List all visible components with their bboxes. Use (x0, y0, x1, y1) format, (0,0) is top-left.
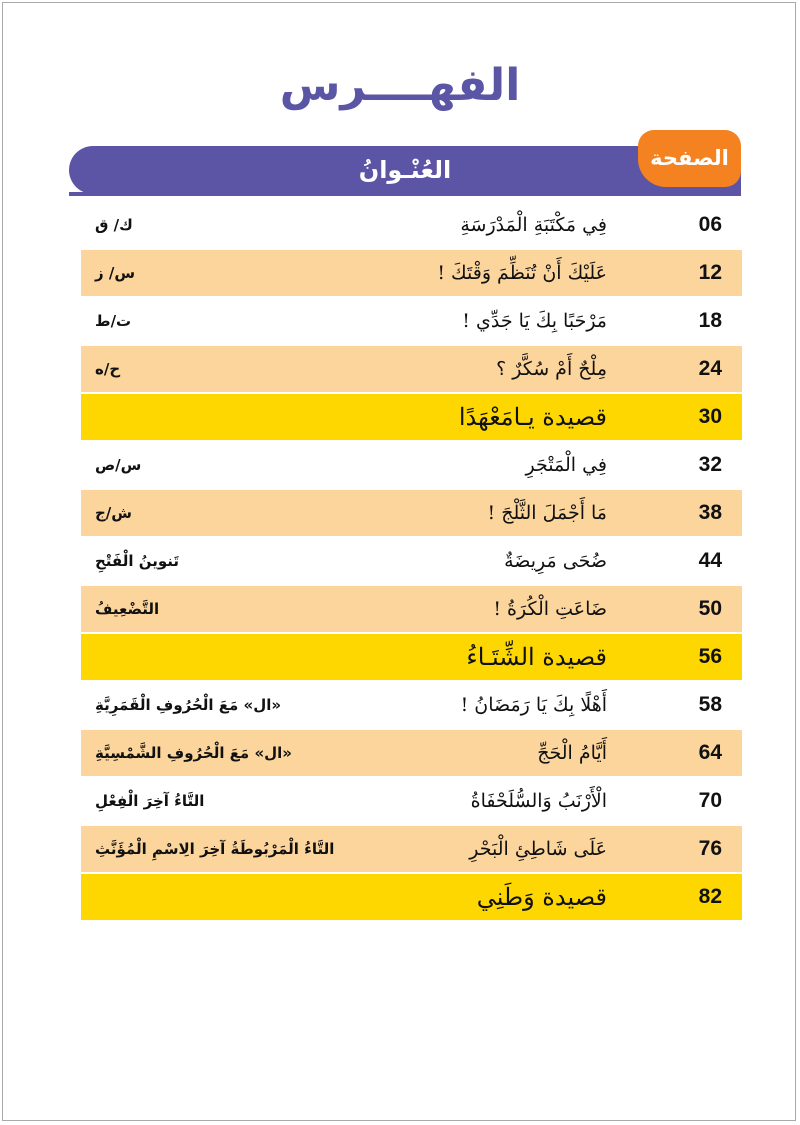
row-page-number: 76 (698, 837, 722, 860)
row-title: ضُحَى مَرِيضَةٌ (504, 550, 607, 572)
row-skill: س/ص (95, 456, 142, 474)
row-page-number: 30 (698, 405, 722, 428)
row-skill: التَّضْعِيفُ (95, 600, 160, 618)
row-skill: ك/ ق (95, 216, 133, 234)
row-title: فِي مَكْتَبَةِ الْمَدْرَسَةِ (460, 214, 607, 236)
row-title: ضَاعَتِ الْكُرَةُ ! (493, 598, 607, 620)
table-row (81, 394, 742, 440)
table-row (81, 202, 742, 248)
row-page-number: 06 (698, 213, 722, 236)
row-page-number: 64 (698, 741, 722, 764)
contents-table (81, 202, 742, 920)
row-title: مَا أَجْمَلَ الثَّلْجَ ! (487, 502, 607, 524)
row-page-number: 56 (698, 645, 722, 668)
row-page-number: 58 (698, 693, 722, 716)
row-skill: «ال» مَعَ الْحُرُوفِ الشَّمْسِيَّةِ (95, 744, 292, 762)
row-title: الْأَرْنَبُ وَالسُّلَحْفَاةُ (470, 790, 607, 812)
table-row (81, 346, 742, 392)
row-page-number: 24 (698, 357, 722, 380)
row-page-number: 50 (698, 597, 722, 620)
row-page-number: 18 (698, 309, 722, 332)
row-skill: تَنوينُ الْفَتْحِ (95, 552, 180, 570)
row-title: عَلَيْكَ أَنْ تُنَظِّمَ وَقْتَكَ ! (437, 262, 607, 284)
table-row (81, 298, 742, 344)
row-title: قصيدة يـامَعْهَدًا (458, 403, 607, 431)
table-row (81, 682, 742, 728)
table-row (81, 250, 742, 296)
table-row (81, 442, 742, 488)
table-row (81, 586, 742, 632)
row-skill: «ال» مَعَ الْحُرُوفِ الْقَمَرِيَّةِ (95, 696, 282, 714)
row-title: مِلْحٌ أَمْ سُكَّرٌ ؟ (496, 358, 607, 380)
row-skill: ش/ج (95, 504, 132, 522)
row-title: فِي الْمَتْجَرِ (525, 454, 607, 476)
row-title: مَرْحَبًا بِكَ يَا جَدِّي ! (462, 310, 607, 332)
row-page-number: 32 (698, 453, 722, 476)
title-column-header: العُنْـوانُ (358, 156, 452, 184)
row-title: عَلَى شَاطِئِ الْبَحْرِ (469, 838, 607, 860)
row-page-number: 82 (698, 885, 722, 908)
page-column-header: الصفحة (638, 130, 741, 187)
row-title: أَيَّامُ الْحَجِّ (537, 742, 607, 764)
table-row (81, 538, 742, 584)
row-page-number: 38 (698, 501, 722, 524)
row-skill: ح/ه (95, 360, 121, 378)
row-skill: التَّاءُ آخِرَ الْفِعْلِ (95, 792, 205, 810)
row-title: أَهْلًا بِكَ يَا رَمَضَانُ ! (460, 694, 607, 716)
row-skill: ت/ط (95, 312, 132, 330)
table-row (81, 778, 742, 824)
table-row (81, 634, 742, 680)
row-page-number: 70 (698, 789, 722, 812)
table-row (81, 826, 742, 872)
row-skill: التَّاءُ الْمَرْبُوطَةُ آخِرَ الِاسْمِ الْمُؤَنَّثِ (95, 840, 335, 858)
table-row (81, 874, 742, 920)
row-title: قصيدة الشِّتَـاءُ (466, 643, 607, 671)
row-page-number: 44 (698, 549, 722, 572)
row-skill: س/ ز (95, 264, 136, 282)
row-page-number: 12 (698, 261, 722, 284)
table-row (81, 490, 742, 536)
page-title: الفهــــرس (279, 60, 521, 111)
table-row (81, 730, 742, 776)
row-title: قصيدة وَطَنِي (476, 883, 607, 911)
